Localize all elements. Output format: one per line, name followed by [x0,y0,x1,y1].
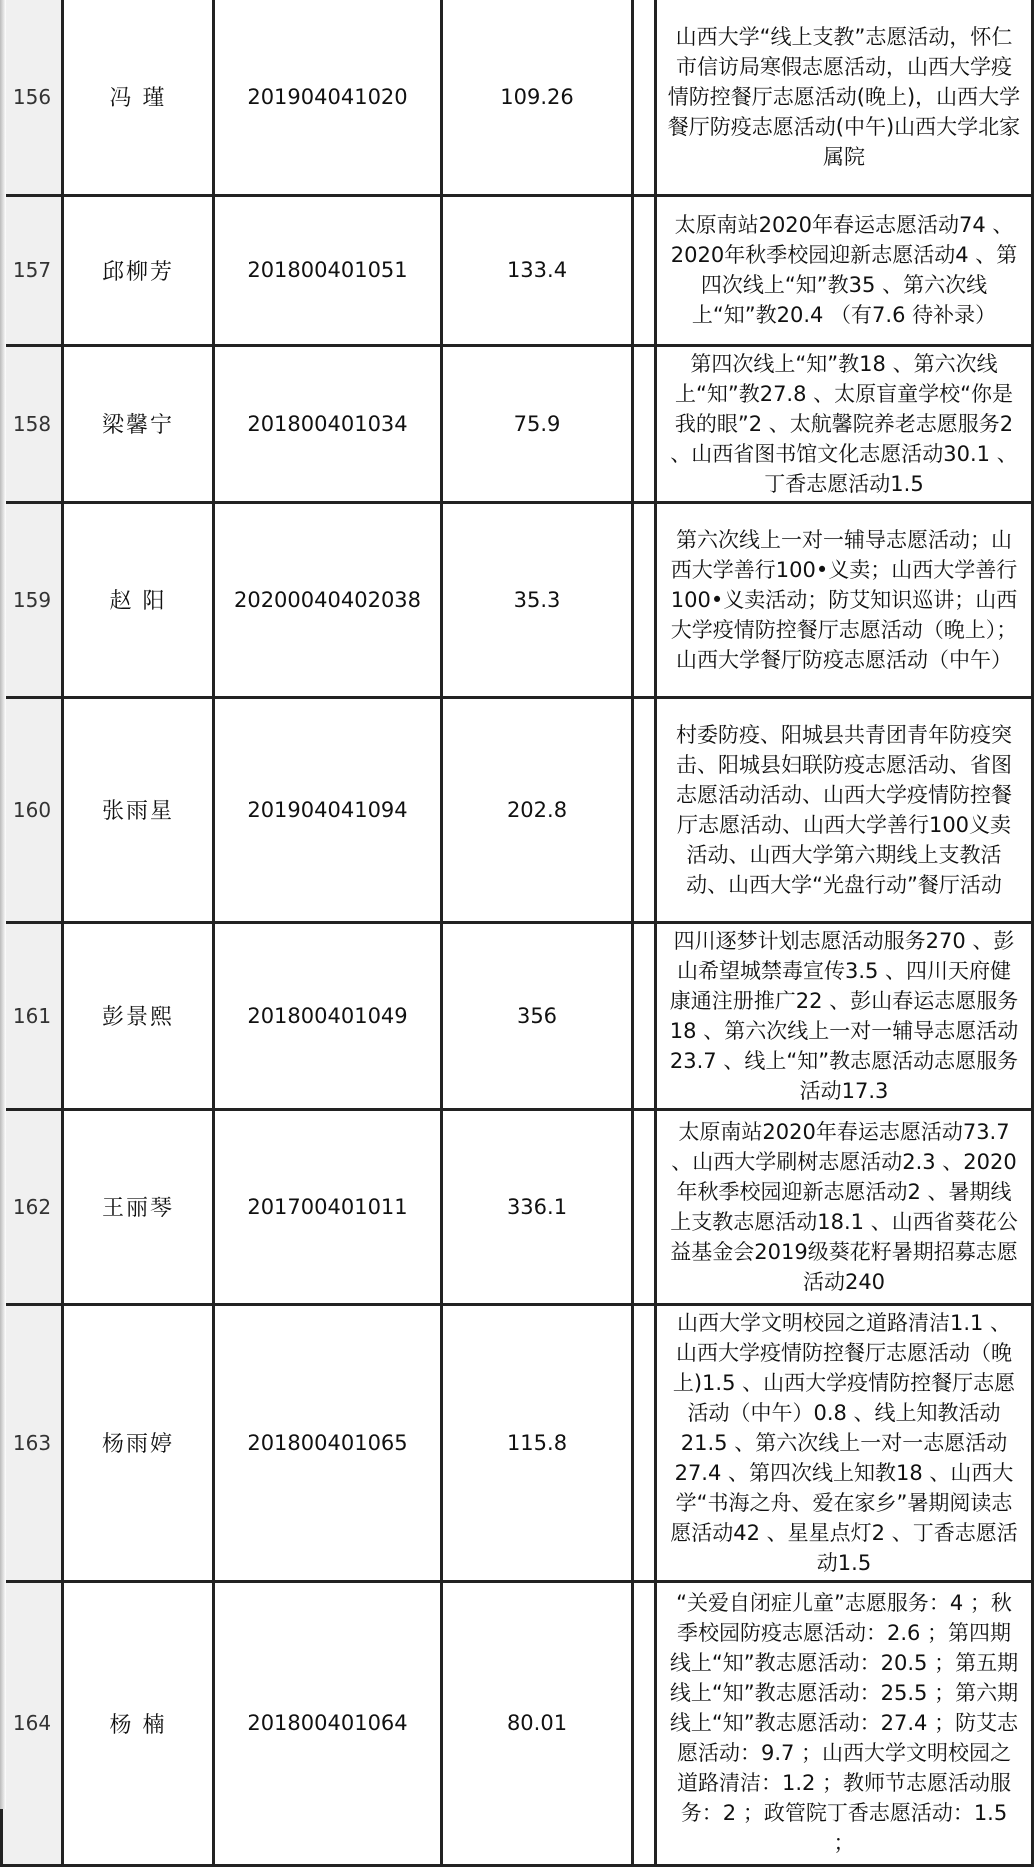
row-number: 158 [2,345,63,502]
volunteer-hours: 75.9 [442,345,633,502]
table-row [2,0,1033,195]
volunteer-hours: 115.8 [442,1304,633,1581]
table-row [2,1304,1033,1581]
activity-description: 第四次线上“知”教18 、第六次线上“知”教27.8 、太原盲童学校“你是我的眼”2 、太航馨院养老志愿服务2 、山西省图书馆文化志愿活动30.1 、丁香志愿活动1.5 [656,345,1033,502]
volunteer-hours: 35.3 [442,502,633,697]
activity-description: 四川逐梦计划志愿活动服务270 、彭山希望城禁毒宣传3.5 、四川天府健康通注册推广22 、彭山春运志愿服务18 、第六次线上一对一辅导志愿活动23.7 、线上“知”教志愿活动志愿服务活动17.3 [656,922,1033,1109]
student-name: 张雨星 [63,697,214,922]
table-row [2,1581,1033,1865]
column-gap [633,1581,656,1865]
row-number: 162 [2,1109,63,1304]
student-id: 201800401065 [214,1304,442,1581]
table-row [2,697,1033,922]
column-gap [633,1304,656,1581]
volunteer-hours: 109.26 [442,0,633,195]
activity-description: 山西大学文明校园之道路清洁1.1 、山西大学疫情防控餐厅志愿活动（晚上)1.5 、山西大学疫情防控餐厅志愿活动（中午）0.8 、线上知教活动21.5 、第六次线上一对一志愿活动27.4 、第四次线上知教18 、山西大学“书海之舟、爱在家乡”暑期阅读志愿活动42 、星星点灯2 、丁香志愿活动1.5 [656,1304,1033,1581]
student-id: 201800401051 [214,195,442,345]
table-row [2,195,1033,345]
activity-description: 村委防疫、阳城县共青团青年防疫突击、阳城县妇联防疫志愿活动、省图志愿活动活动、山西大学疫情防控餐厅志愿活动、山西大学善行100义卖活动、山西大学第六期线上支教活动、山西大学“光盘行动”餐厅活动 [656,697,1033,922]
column-gap [633,195,656,345]
volunteer-hours: 336.1 [442,1109,633,1304]
activity-description: “关爱自闭症儿童”志愿服务：4 ；秋季校园防疫志愿活动：2.6 ；第四期线上“知”教志愿活动：20.5 ；第五期线上“知”教志愿活动：25.5 ；第六期线上“知”教志愿活动：27.4 ；防艾志愿活动：9.7 ；山西大学文明校园之道路清洁：1.2 ；教师节志愿活动服务：2 ；政管院丁香志愿活动：1.5 ； [656,1581,1033,1865]
student-id: 201800401049 [214,922,442,1109]
student-name: 杨雨婷 [63,1304,214,1581]
row-number: 159 [2,502,63,697]
column-gap [633,922,656,1109]
row-number: 161 [2,922,63,1109]
page-edge-shadow [0,0,6,1809]
student-id: 201800401064 [214,1581,442,1865]
column-gap [633,697,656,922]
column-gap [633,1109,656,1304]
student-name: 杨 楠 [63,1581,214,1865]
activity-description: 太原南站2020年春运志愿活动74 、2020年秋季校园迎新志愿活动4 、第四次线上“知”教35 、第六次线上“知”教20.4 （有7.6 待补录） [656,195,1033,345]
column-gap [633,0,656,195]
student-id: 201904041094 [214,697,442,922]
student-id: 20200040402038 [214,502,442,697]
student-name: 彭景熙 [63,922,214,1109]
student-name: 冯 瑾 [63,0,214,195]
volunteer-hours: 202.8 [442,697,633,922]
student-name: 邱柳芳 [63,195,214,345]
activity-description: 第六次线上一对一辅导志愿活动；山西大学善行100•义卖；山西大学善行100•义卖活动；防艾知识巡讲；山西大学疫情防控餐厅志愿活动（晚上）；山西大学餐厅防疫志愿活动（中午） [656,502,1033,697]
column-gap [633,345,656,502]
volunteer-hours: 80.01 [442,1581,633,1865]
row-number: 156 [2,0,63,195]
row-number: 163 [2,1304,63,1581]
row-number: 160 [2,697,63,922]
student-id: 201800401034 [214,345,442,502]
student-name: 梁馨宁 [63,345,214,502]
student-id: 201700401011 [214,1109,442,1304]
row-number: 164 [2,1581,63,1865]
table-row [2,1109,1033,1304]
activity-description: 太原南站2020年春运志愿活动73.7 、山西大学刷树志愿活动2.3 、2020年秋季校园迎新志愿活动2 、暑期线上支教志愿活动18.1 、山西省葵花公益基金会2019级葵花籽暑期招募志愿活动240 [656,1109,1033,1304]
student-id: 201904041020 [214,0,442,195]
volunteer-hours: 356 [442,922,633,1109]
table-row [2,345,1033,502]
activity-description: 山西大学“线上支教”志愿活动，怀仁市信访局寒假志愿活动，山西大学疫情防控餐厅志愿活动(晚上)，山西大学餐厅防疫志愿活动(中午)山西大学北家属院 [656,0,1033,195]
row-number: 157 [2,195,63,345]
volunteer-hours: 133.4 [442,195,633,345]
column-gap [633,502,656,697]
table-row [2,922,1033,1109]
student-name: 赵 阳 [63,502,214,697]
table-row [2,502,1033,697]
student-name: 王丽琴 [63,1109,214,1304]
